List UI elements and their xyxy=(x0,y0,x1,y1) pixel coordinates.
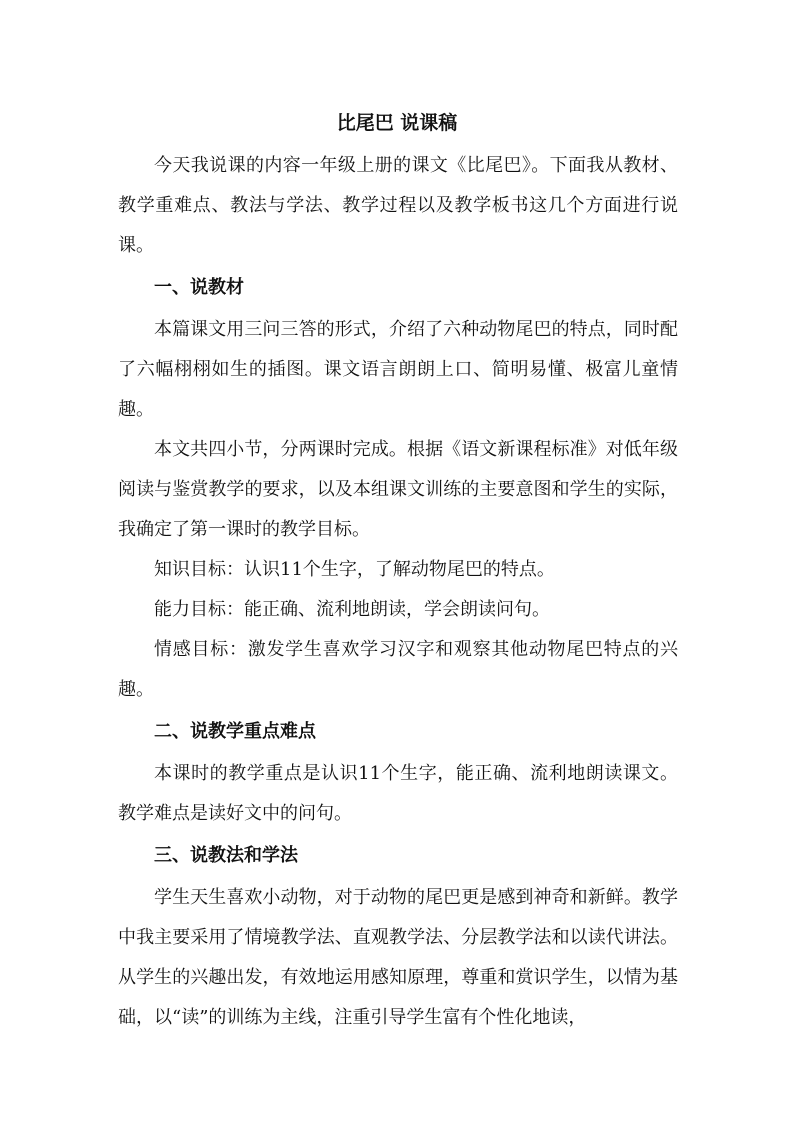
emotion-goal: 情感目标：激发学生喜欢学习汉字和观察其他动物尾巴特点的兴趣。 xyxy=(118,639,678,700)
paragraph: 本篇课文用三问三答的形式，介绍了六种动物尾巴的特点，同时配了六幅栩栩如生的插图。课文语言朗朗上口、简明易懂、极富儿童情趣。 xyxy=(118,319,678,420)
paragraph: 本文共四小节，分两课时完成。根据《语文新课程标准》对低年级阅读与鉴赏教学的要求，以及本组课文训练的主要意图和学生的实际，我确定了第一课时的教学目标。 xyxy=(118,439,678,540)
document-body xyxy=(118,146,678,1038)
knowledge-goal: 知识目标：认识11个生字，了解动物尾巴的特点。 xyxy=(154,559,555,580)
paragraph: 本课时的教学重点是认识11个生字，能正确、流利地朗读课文。教学难点是读好文中的问句。 xyxy=(118,763,678,824)
intro-paragraph: 今天我说课的内容一年级上册的课文《比尾巴》。下面我从教材、教学重难点、教法与学法、教学过程以及教学板书这几个方面进行说课。 xyxy=(118,155,678,256)
ability-goal: 能力目标：能正确、流利地朗读，学会朗读问句。 xyxy=(154,599,550,620)
section-heading-methods: 三、说教法和学法 xyxy=(154,845,298,866)
document-title: 比尾巴 说课稿 xyxy=(336,112,458,134)
section-heading-teaching-material: 一、说教材 xyxy=(154,277,244,298)
section-heading-key-points: 二、说教学重点难点 xyxy=(154,721,316,742)
paragraph: 学生天生喜欢小动物，对于动物的尾巴更是感到神奇和新鲜。教学中我主要采用了情境教学法、直观教学法、分层教学法和以读代讲法。从学生的兴趣出发，有效地运用感知原理，尊重和赏识学生，以情为基础，以“读”的训练为主线，注重引导学生富有个性化地读， xyxy=(118,887,678,1028)
